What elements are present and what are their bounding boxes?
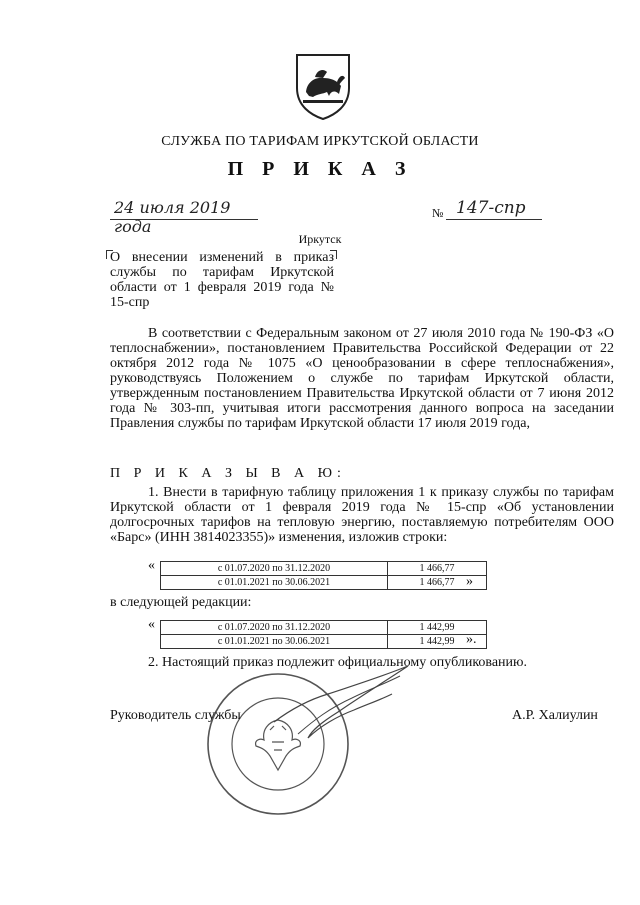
- agency-name: СЛУЖБА ПО ТАРИФАМ ИРКУТСКОЙ ОБЛАСТИ: [161, 134, 479, 149]
- table-row: [161, 576, 487, 590]
- handwritten-number: 147-спр: [456, 198, 526, 218]
- value-cell: 1 442,99: [388, 621, 487, 635]
- document-subject: О внесении изменений в приказ службы по тарифам Иркутской области от 1 февраля 2019 года № 15-спр: [110, 250, 334, 310]
- value-cell: 1 466,77: [388, 576, 487, 590]
- quote-open: «: [148, 558, 155, 573]
- handwritten-date: 24 июля 2019 года: [114, 198, 231, 236]
- redaction-label: в следующей редакции:: [110, 595, 252, 610]
- document-type: П Р И К А З: [227, 158, 413, 180]
- table-row: [161, 621, 487, 635]
- quote-close: »: [466, 574, 473, 589]
- value-cell: 1 466,77: [388, 562, 487, 576]
- period-cell: с 01.07.2020 по 31.12.2020: [161, 621, 388, 635]
- table-row: [161, 562, 487, 576]
- order-heading: П Р И К А З Ы В А Ю:: [110, 466, 346, 481]
- table-row: [161, 635, 487, 649]
- city: Иркутск: [298, 232, 342, 246]
- period-cell: с 01.01.2021 по 30.06.2021: [161, 635, 388, 649]
- new-tariff-table: [160, 620, 487, 649]
- handwritten-signature-icon: [268, 660, 418, 760]
- signer-name: А.Р. Халиулин: [512, 708, 598, 723]
- item-1-paragraph: 1. Внести в тарифную таблицу приложения 1 к приказу службы по тарифам Иркутской области от 1 февраля 2019 года № 15-спр «Об установлении долгосрочных тарифов на тепловую энергию, поставляемую потребителям ООО «Барс» (ИНН 3814023355)» изменения, изложив строки:: [110, 485, 614, 545]
- quote-open: «: [148, 617, 155, 632]
- value-cell: 1 442,99: [388, 635, 487, 649]
- old-tariff-table: [160, 561, 487, 590]
- number-sign: №: [432, 206, 444, 220]
- item-2-paragraph: 2. Настоящий приказ подлежит официальному опубликованию.: [148, 655, 527, 670]
- crest-icon: [293, 52, 353, 120]
- period-cell: с 01.07.2020 по 31.12.2020: [161, 562, 388, 576]
- quote-close: ».: [466, 632, 477, 647]
- document-date: [110, 198, 258, 236]
- document-number: [432, 198, 542, 222]
- period-cell: с 01.01.2021 по 30.06.2021: [161, 576, 388, 590]
- preamble-paragraph: В соответствии с Федеральным законом от 27 июля 2010 года № 190-ФЗ «О теплоснабжении», постановлением Правительства Российской Федерации от 22 октября 2012 года № 1075 «О ценообразовании в сфере теплоснабжения», руководствуясь Положением о службе по тарифам Иркутской области, утвержденным постановлением Правительства Иркутской области от 7 июня 2012 года № 303-пп, учитывая итоги рассмотрения данного вопроса на заседании Правления службы по тарифам Иркутской области 17 июля 2019 года,: [110, 326, 614, 431]
- signer-role: Руководитель службы: [110, 708, 241, 723]
